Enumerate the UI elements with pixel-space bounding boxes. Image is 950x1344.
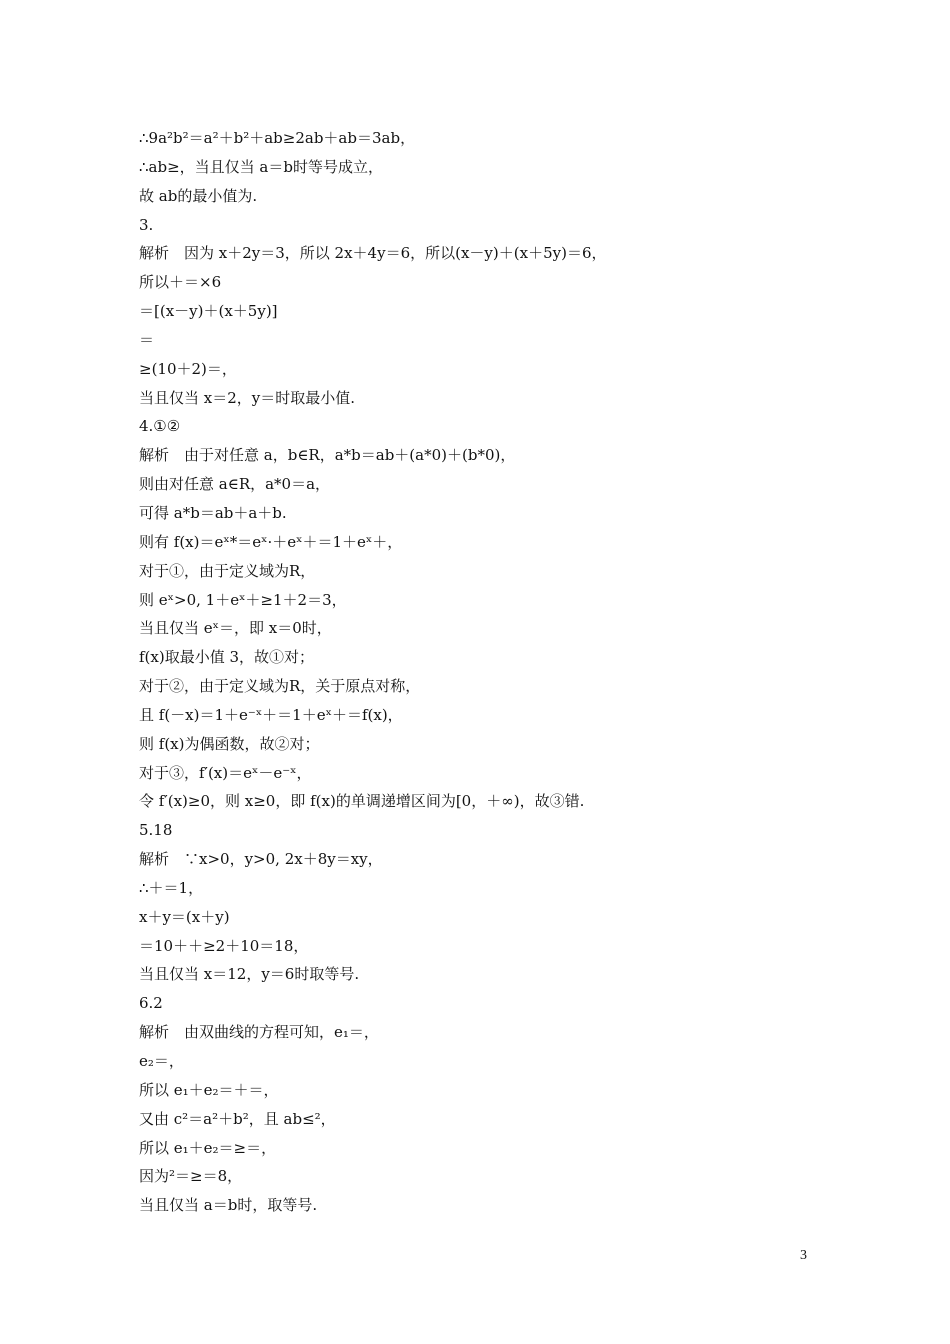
- text-line: ≥(10＋2)＝，: [139, 359, 237, 378]
- text-line: 且 f(－x)＝1＋e⁻ˣ＋＝1＋eˣ＋＝f(x)，: [139, 705, 403, 724]
- text-line: 当且仅当 x＝12，y＝6时取等号.: [139, 965, 360, 984]
- text-line: 所以＋＝×6: [139, 273, 222, 292]
- text-line: e₂＝，: [139, 1052, 184, 1070]
- document-body: [139, 124, 839, 1220]
- text-line: 则 f(x)为偶函数，故②对；: [139, 734, 320, 753]
- text-line: x＋y＝(x＋y): [139, 907, 230, 926]
- text-line: 所以 e₁＋e₂＝＋＝，: [139, 1080, 279, 1099]
- text-line: 则有 f(x)＝eˣ*＝eˣ·＋eˣ＋＝1＋eˣ＋，: [139, 532, 403, 551]
- text-line: 当且仅当 eˣ＝，即 x＝0时，: [139, 619, 332, 638]
- text-line: ＝10＋＋≥2＋10＝18，: [139, 936, 309, 955]
- text-line: 对于②，由于定义域为R，关于原点对称，: [139, 677, 421, 696]
- text-line: ∴ab≥，当且仅当 a＝b时等号成立，: [139, 157, 383, 176]
- text-line: 对于①，由于定义域为R，: [139, 561, 316, 580]
- text-line: 5.18: [139, 821, 173, 840]
- text-line: 解析 由双曲线的方程可知，e₁＝，: [139, 1023, 379, 1042]
- text-line: 所以 e₁＋e₂＝≥＝，: [139, 1138, 277, 1157]
- text-line: 解析 ∵x>0，y>0, 2x＋8y＝xy，: [139, 850, 383, 869]
- text-line: ＝: [139, 330, 155, 349]
- text-line: 则由对任意 a∈R，a*0＝a，: [139, 475, 331, 494]
- page-number: 3: [800, 1248, 807, 1263]
- text-line: 可得 a*b＝ab＋a＋b.: [139, 503, 287, 522]
- text-line: ∴＋＝1，: [139, 878, 204, 897]
- text-line: 3.: [139, 215, 154, 234]
- text-line: 6.2: [139, 994, 163, 1013]
- text-line: 当且仅当 a＝b时，取等号.: [139, 1196, 318, 1215]
- text-line: ＝[(x－y)＋(x＋5y)]: [139, 302, 278, 321]
- text-line: 解析 因为 x＋2y＝3，所以 2x＋4y＝6，所以(x－y)＋(x＋5y)＝6，: [139, 244, 607, 263]
- text-line: 4.①②: [139, 417, 181, 436]
- text-line: 令 f′(x)≥0，则 x≥0，即 f(x)的单调递增区间为[0，＋∞)，故③错.: [139, 792, 585, 811]
- text-line: ∴9a²b²＝a²＋b²＋ab≥2ab＋ab＝3ab，: [139, 129, 416, 147]
- text-line: f(x)取最小值 3，故①对；: [139, 648, 315, 667]
- text-line: 当且仅当 x＝2，y＝时取最小值.: [139, 388, 356, 407]
- text-line: 解析 由于对任意 a，b∈R，a*b＝ab＋(a*0)＋(b*0)，: [139, 446, 516, 465]
- text-line: 故 ab的最小值为.: [139, 186, 258, 205]
- text-line: 对于③，f′(x)＝eˣ－e⁻ˣ，: [139, 763, 312, 782]
- text-line: 因为²＝≥＝8，: [139, 1167, 243, 1186]
- text-line: 则 eˣ>0, 1＋eˣ＋≥1＋2＝3，: [139, 590, 347, 609]
- text-line: 又由 c²＝a²＋b²，且 ab≤²，: [139, 1109, 336, 1128]
